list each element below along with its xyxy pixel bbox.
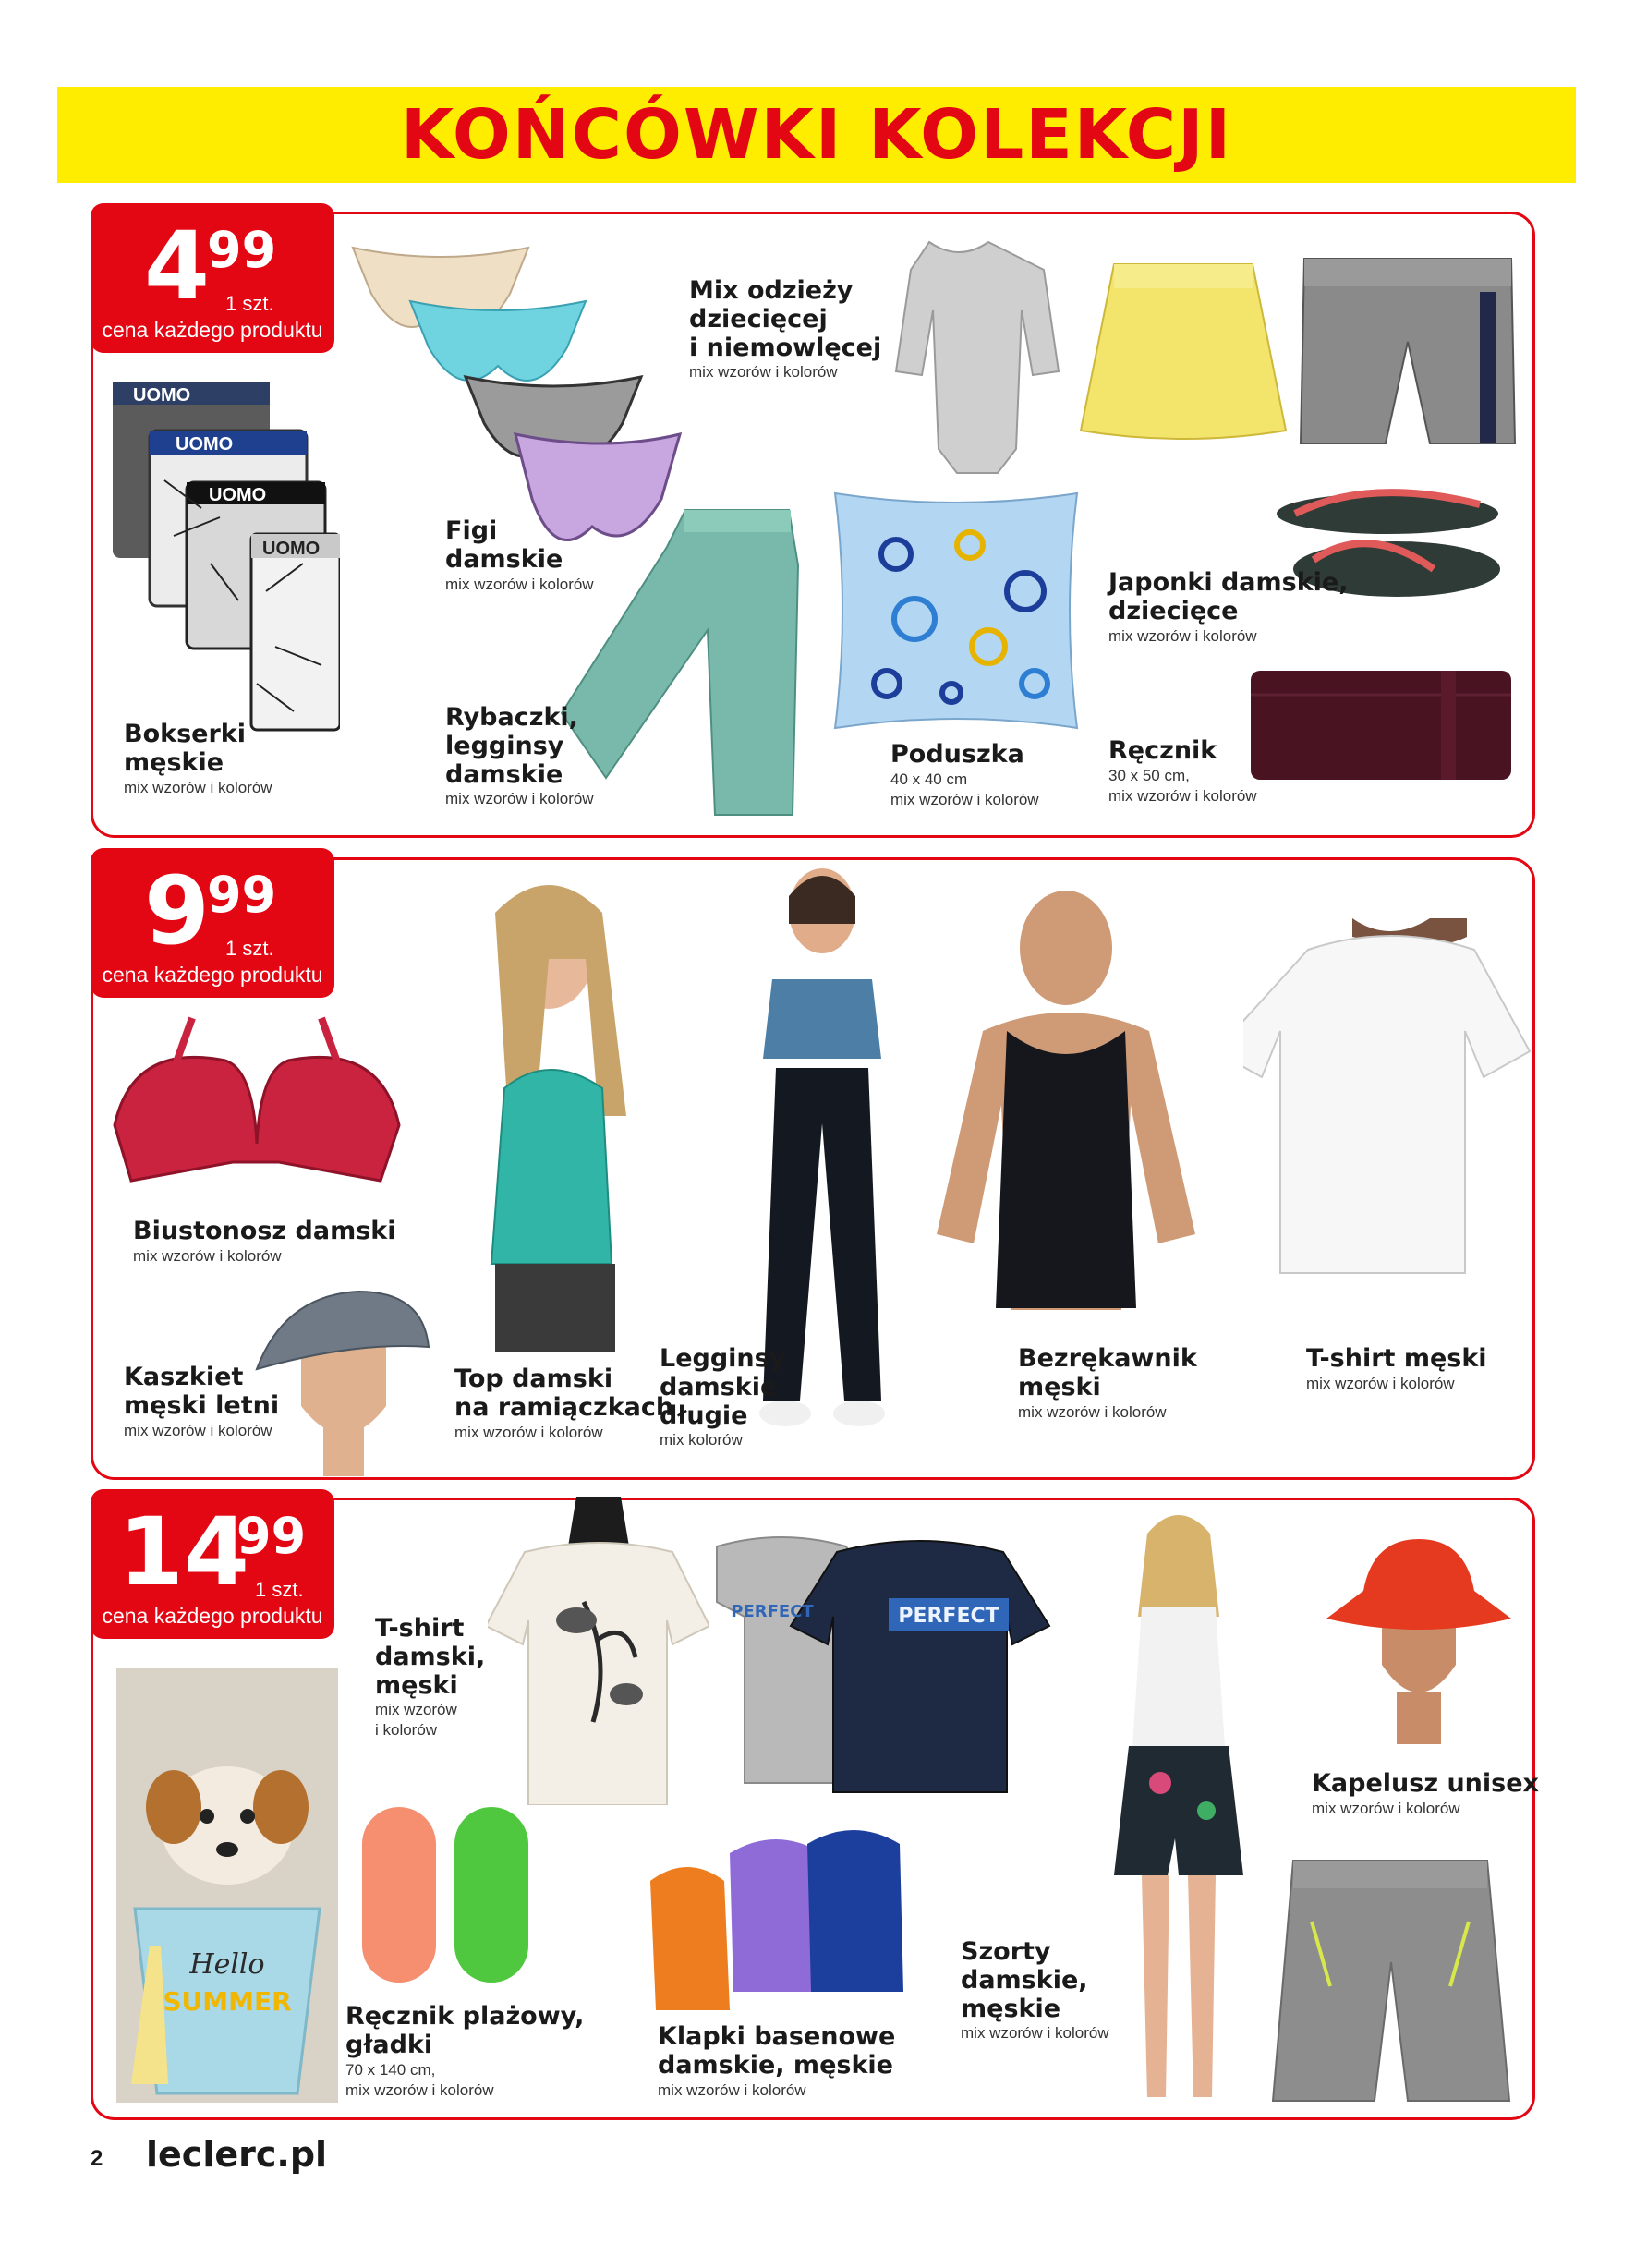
label-name: Japonki damskie, dziecięce [1108, 568, 1349, 625]
label-recznik [1108, 737, 1257, 807]
label-sub: mix wzorów i kolorów [961, 2024, 1109, 2043]
label-sub: mix wzorów i kolorów [133, 1246, 282, 1265]
price-whole: 9 [144, 856, 210, 966]
tshirt-floral-image [488, 1491, 709, 1805]
site-url[interactable]: leclerc.pl [146, 2134, 328, 2175]
label-japonki [1108, 569, 1349, 647]
boxers-brand: UOMO [209, 485, 267, 505]
price-tag-4-99 [91, 203, 334, 353]
label-name: Klapki basenowe damskie, męskie [658, 2022, 896, 2080]
leggings-image [558, 506, 807, 820]
price-unit: 1 szt. [225, 937, 274, 960]
price-note: cena każdego produktu [102, 318, 323, 342]
price-unit: 1 szt. [255, 1578, 304, 1601]
bodysuit-image [857, 237, 1060, 477]
label-top-damski [454, 1365, 673, 1443]
price-whole: 4 [144, 212, 210, 321]
tshirt-print-text: PERFECT [731, 1602, 814, 1621]
label-name: T-shirt męski [1306, 1344, 1487, 1373]
label-tshirt-damski-meski [375, 1615, 485, 1740]
label-sub: mix wzorów i kolorów [445, 790, 594, 808]
price-unit: 1 szt. [225, 292, 274, 315]
label-szorty [961, 1938, 1109, 2044]
label-sub: mix wzorów i kolorów [1108, 626, 1257, 645]
label-sub: mix wzorów i kolorów [445, 575, 594, 593]
label-name: Kapelusz unisex [1312, 1769, 1539, 1798]
label-name: Ręcznik [1108, 736, 1217, 765]
label-name: Poduszka [890, 740, 1024, 769]
label-sub: mix wzorów i kolorów [124, 1421, 272, 1439]
label-bokserki [124, 721, 272, 798]
tshirt-white-image [1243, 913, 1539, 1292]
label-tshirt-meski [1306, 1345, 1487, 1394]
tshirt-print-text: PERFECT [898, 1605, 999, 1628]
bra-image [109, 1014, 405, 1199]
tshirts-perfect-image [708, 1524, 1059, 1801]
label-name: Figi damskie [445, 516, 563, 574]
label-sub: mix wzorów i kolorów [1018, 1402, 1167, 1421]
price-tag-9-99 [91, 848, 334, 998]
page-title: KOŃCÓWKI KOLEKCJI [400, 95, 1233, 175]
label-sub: 70 x 140 cm, mix wzorów i kolorów [345, 2060, 494, 2099]
price-cents: 99 [236, 1507, 307, 1565]
price-whole: 14 [118, 1498, 249, 1607]
bucket-text: SUMMER [163, 1986, 292, 2017]
label-sub: mix wzorów i kolorów [1312, 1799, 1460, 1817]
label-name: Bezrękawnik męski [1018, 1344, 1197, 1401]
label-sub: mix wzorów i kolorów [658, 2080, 806, 2099]
shorts-image [1297, 255, 1519, 453]
label-rybaczki [445, 704, 594, 809]
price-tag-14-99 [91, 1489, 334, 1639]
header-banner [57, 87, 1576, 183]
beach-towels-image [353, 1798, 547, 1992]
label-biustonosz [133, 1218, 396, 1267]
label-legginsy [660, 1345, 785, 1450]
tank-top-image [927, 874, 1205, 1310]
label-mix-odziezy [689, 277, 881, 382]
price-cents: 99 [207, 221, 277, 279]
price-note: cena każdego produktu [102, 963, 323, 987]
price-cents: 99 [207, 866, 277, 924]
label-bezrekawnik [1018, 1345, 1197, 1423]
label-name: Mix odzieży dziecięcej i niemowlęcej [689, 276, 882, 362]
label-name: Top damski na ramiączkach [454, 1364, 674, 1422]
label-sub: mix wzorów i kolorów [375, 1701, 457, 1740]
skirt-image [1077, 261, 1290, 445]
pillow-image [831, 490, 1081, 732]
towel-image [1247, 667, 1515, 783]
boxers-brand: UOMO [176, 434, 234, 455]
price-note: cena każdego produktu [102, 1604, 323, 1628]
label-recznik-plazowy [345, 2003, 584, 2101]
label-sub: mix kolorów [660, 1431, 743, 1449]
label-name: Legginsy damskie długie [660, 1344, 786, 1430]
label-sub: 30 x 50 cm, mix wzorów i kolorów [1108, 766, 1257, 805]
shorts-woman-image [1086, 1506, 1271, 2116]
pool-slides-image [641, 1816, 918, 2019]
label-name: Szorty damskie, męskie [961, 1937, 1088, 2023]
label-sub: mix wzorów i kolorów [689, 363, 838, 382]
bucket-text: Hello [189, 1948, 265, 1981]
label-sub: 40 x 40 cm mix wzorów i kolorów [890, 770, 1039, 808]
puppy-bucket-image [116, 1668, 338, 2103]
label-sub: mix wzorów i kolorów [124, 778, 272, 796]
label-name: Biustonosz damski [133, 1217, 396, 1245]
label-name: Ręcznik plażowy, gładki [345, 2002, 585, 2059]
label-name: Rybaczki, legginsy damskie [445, 703, 578, 789]
boxers-brand: UOMO [262, 539, 321, 559]
label-kaszkiet [124, 1364, 279, 1441]
label-name: Bokserki męskie [124, 720, 246, 777]
label-klapki [658, 2023, 895, 2101]
label-sub: mix wzorów i kolorów [1306, 1374, 1455, 1392]
bucket-hat-image [1308, 1535, 1530, 1748]
label-poduszka [890, 741, 1039, 810]
page-number: 2 [91, 2146, 103, 2171]
boxers-image [109, 379, 340, 734]
label-name: T-shirt damski, męski [375, 1614, 486, 1700]
shorts-grey-image [1266, 1857, 1515, 2110]
label-name: Kaszkiet męski letni [124, 1363, 280, 1420]
label-kapelusz [1312, 1770, 1539, 1819]
label-sub: mix wzorów i kolorów [454, 1423, 603, 1441]
top-image [458, 876, 661, 1356]
boxers-brand: UOMO [133, 385, 191, 406]
